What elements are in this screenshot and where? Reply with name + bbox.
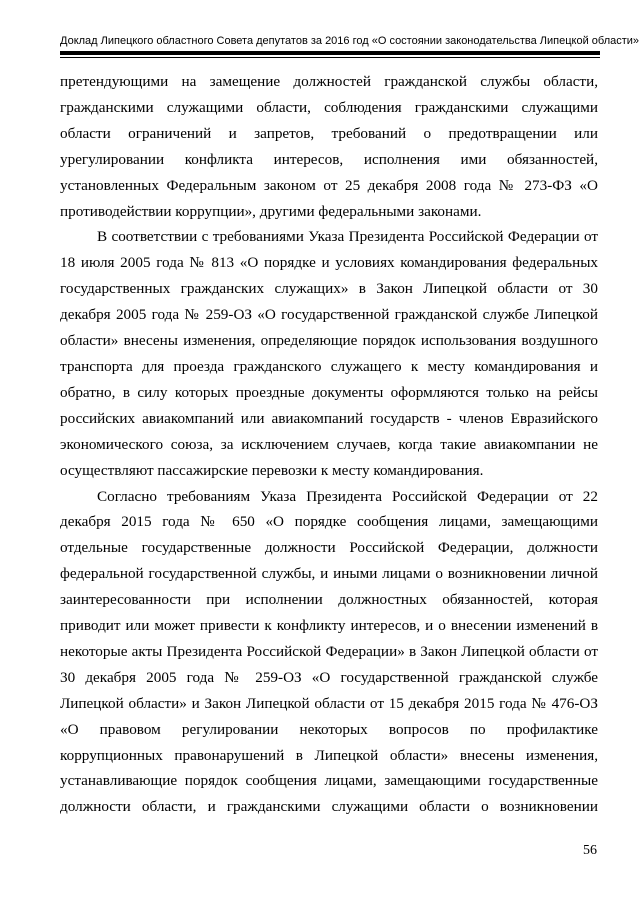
running-header: Доклад Липецкого областного Совета депутатов за 2016 год «О состоянии законодательства Липецкой области»: [60, 35, 640, 47]
paragraph-continuation: претендующими на замещение должностей гражданской службы области, гражданскими служащими области, соблюдения гражданскими служащими области ограничений и запретов, требований о предотвращении или урегулировании конфликта интересов, исполнения ими обязанностей, установленных Федеральным законом от 25 декабря 2008 года № 273-ФЗ «О противодействии коррупции», другими федеральными законами.: [60, 73, 598, 220]
paragraph-decree-813: В соответствии с требованиями Указа Президента Российской Федерации от 18 июля 2005 года № 813 «О порядке и условиях командирования федеральных государственных гражданских служащих» в Закон Липецкой области от 30 декабря 2005 года № 259-ОЗ «О государственной гражданской службе Липецкой области» внесены изменения, определяющие порядок использования воздушного транспорта для проезда гражданского служащего к месту командирования и обратно, в силу которых проездные документы оформляются только на рейсы российских авиакомпаний или авиакомпаний государств - членов Евразийского экономического союза, за исключением случаев, когда такие авиакомпании не осуществляют пассажирские перевозки к месту командирования.: [60, 228, 598, 479]
header-rule: [60, 51, 600, 55]
paragraph-decree-650: Согласно требованиям Указа Президента Российской Федерации от 22 декабря 2015 года № 650 «О порядке сообщения лицами, замещающими отдельные государственные должности Российской Федерации, должности федеральной государственной службы, и иными лицами о возникновении личной заинтересованности при исполнении должностных обязанностей, которая приводит или может привести к конфликту интересов, и о внесении изменений в некоторые акты Президента Российской Федерации» в Закон Липецкой области от 30 декабря 2005 года № 259-ОЗ «О государственной гражданской службе Липецкой области» и Закон Липецкой области от 15 декабря 2015 года № 476-ОЗ «О правовом регулировании некоторых вопросов по профилактике коррупционных правонарушений в Липецкой области» внесены изменения, устанавливающие порядок сообщения лицами, замещающими государственные должности области, и гражданскими служащими области о возникновении: [60, 487, 598, 816]
header-rule-thin: [60, 57, 600, 58]
page-number: 56: [583, 843, 597, 858]
document-body: [60, 69, 598, 820]
